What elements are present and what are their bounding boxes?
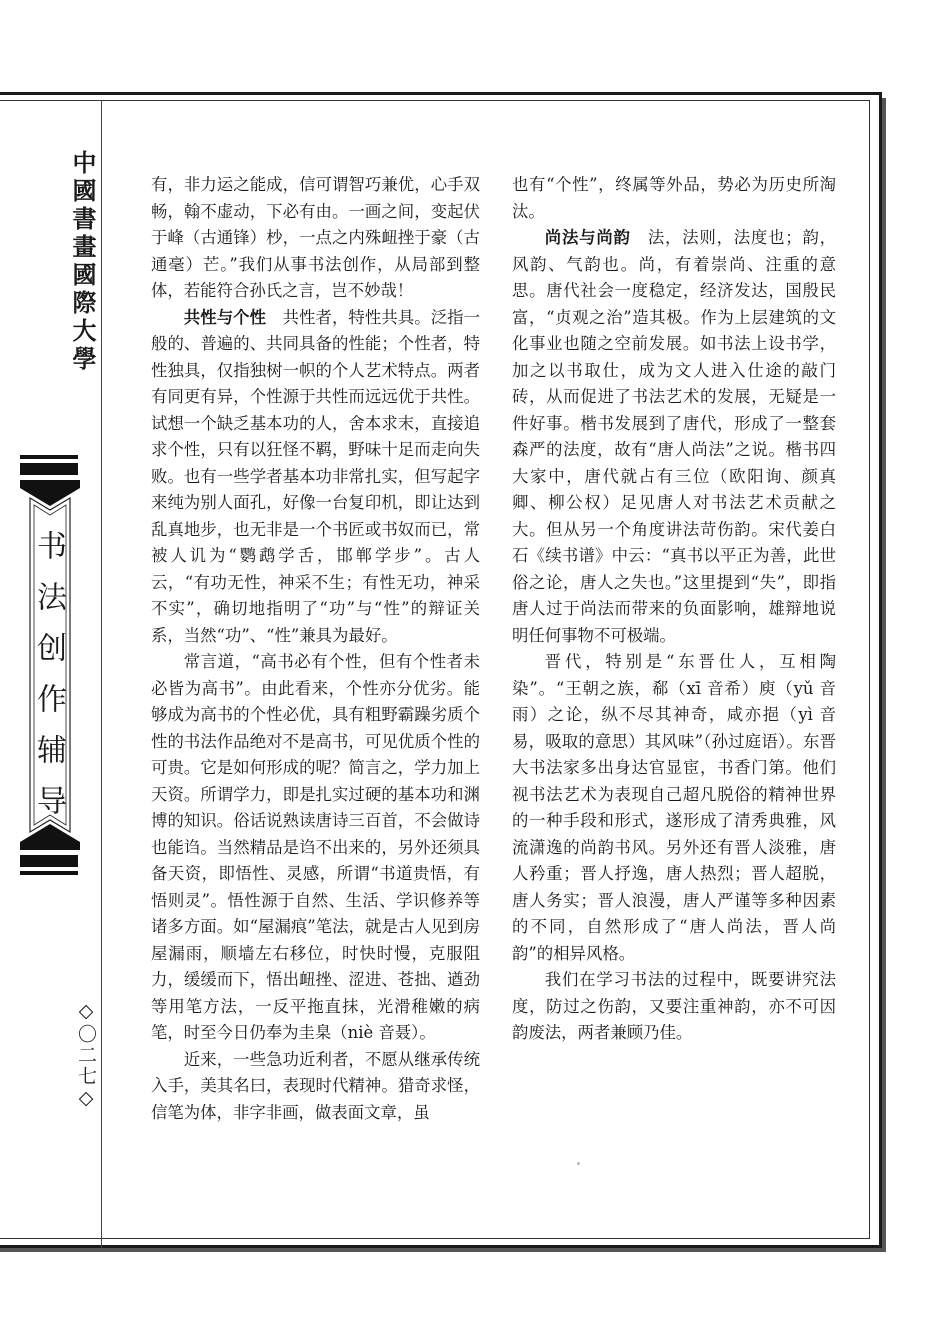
- title-band-top: [20, 455, 78, 459]
- paragraph: [512, 225, 836, 649]
- text-column-left: [151, 172, 480, 1126]
- page-border-shadow: [0, 1248, 886, 1252]
- paragraph-text: 法，法则，法度也；韵，风韵、气韵也。尚，有着崇尚、注重的意思。唐代社会一度稳定，经济发达，国殷民富，“贞观之治”造其极。作为上层建筑的文化事业也随之空前发展。如书法上设书学，加之以书取仕，成为文人进入仕途的敲门砖，从而促进了书法艺术的发展，无疑是一件好事。楷书发展到了唐代，形成了一整套森严的法度，故有“唐人尚法”之说。楷书四大家中，唐代就占有三位（欧阳询、颜真卿、柳公权）足见唐人对书法艺术贡献之大。但从另一个角度讲法苛伤韵。宋代姜白石《续书谱》中云：“真书以平正为善，此世俗之论，唐人之失也。”这里提到“失”，即指唐人过于尚法而带来的负面影响，雄辩地说明任何事物不可极端。: [512, 228, 837, 645]
- paragraph-text: 共性者，特性共具。泛指一般的、普遍的、共同具备的性能；个性者，特性独具，仅指独树一帜的个人艺术特点。两者有同更有异，个性源于共性而远远优于共性。试想一个缺乏基本功的人，舍本求末，直接追求个性，只有以狂怪不羁，野味十足而走向失败。也有一些学者基本功非常扎实，但写起字来纯为别人面孔，好像一台复印机，即让达到乱真地步，也无非是一个书匠或书奴而已，常被人讥为“鹦鹉学舌，邯郸学步”。古人云，“有功无性，神采不生；有性无功，神采不实”，确切地指明了“功”与“性”的辩证关系，当然“功”、“性”兼具为最好。: [151, 307, 481, 645]
- page-border-shadow: [882, 98, 886, 1252]
- paragraph: 我们在学习书法的过程中，既要讲究法度，防过之伤韵，又要注重神韵，亦不可因韵废法，两者兼顾乃佳。: [512, 970, 836, 1042]
- paragraph: 近来，一些急功近利者，不愿从继承传统入手，美其名曰，表现时代精神。猎奇求怪，信笔为体，非字非画，做表面文章，虽: [151, 1049, 480, 1122]
- paragraph: 晋代，特别是“东晋仕人，互相陶染”。“王朝之族，郗（xī 音希）庾（yǔ 音雨）之论，纵不尽其神奇，咸亦挹（yì 音易，吸取的意思）其风味”（孙过庭语）。东晋大书法家多出身达官显宦，书香门第。他们视书法艺术为表现自己超凡脱俗的精神世界的一种手段和形式，遂形成了清秀典雅，风流潇逸的尚韵书风。另外还有晋人淡雅，唐人矜重；晋人抒逸，唐人热烈；晋人超脱，唐人务实；晋人浪漫，唐人严谨等多种因素的不同，自然形成了“唐人尚法，晋人尚韵”的相异风格。: [512, 652, 836, 963]
- text-column-right: [512, 172, 836, 1047]
- paragraph: 也有“个性”，终属等外品，势必为历史所淘汰。: [512, 175, 836, 221]
- section-heading: 共性与个性: [183, 307, 267, 327]
- title-band-bottom: [20, 855, 78, 867]
- page-number: ◇〇二七◇: [75, 1000, 97, 1111]
- title-band-bottom: [20, 871, 78, 875]
- title-band-top: [20, 463, 78, 475]
- book-title: 书法创作辅导: [31, 530, 66, 836]
- section-heading: 尚法与尚韵: [544, 228, 631, 247]
- print-speck: [577, 1162, 580, 1165]
- paragraph: 有，非力运之能成，信可谓智巧兼优，心手双畅，翰不虚动，下必有由。一画之间，变起伏于峰（古通锋）杪，一点之内殊衄挫于豪（古通毫）芒。”我们从事书法创作，从局部到整体，若能符合孙氏之言，岂不妙哉！: [151, 175, 480, 300]
- paragraph: 常言道，“高书必有个性，但有个性者未必皆为高书”。由此看来，个性亦分优劣。能够成为高书的个性必优，具有粗野霸躁劣质个性的书法作品绝对不是高书，可见优质个性的可贵。它是如何形成的呢？简言之，学力加上天资。所谓学力，即是扎实过硬的基本功和渊博的知识。俗话说熟读唐诗三百首，不会做诗也能诌。当然精品是诌不出来的，另外还须具备天资，即悟性、灵感，所谓“书道贵悟，有悟则灵”。悟性源于自然、生活、学识修养等诸多方面。如“屋漏痕”笔法，就是古人见到房屋漏雨，顺墙左右移位，时快时慢，克服阻力，缓缓而下，悟出衄挫、涩进、苍拙、遒劲等用笔方法，一反平拖直抹，光滑稚嫩的病笔，时至今日仍奉为圭臬（niè 音聂）。: [151, 652, 480, 1042]
- university-name: 中國書畫國際大學: [68, 150, 96, 374]
- sidebar-divider: [101, 100, 102, 1248]
- paragraph: [151, 305, 480, 650]
